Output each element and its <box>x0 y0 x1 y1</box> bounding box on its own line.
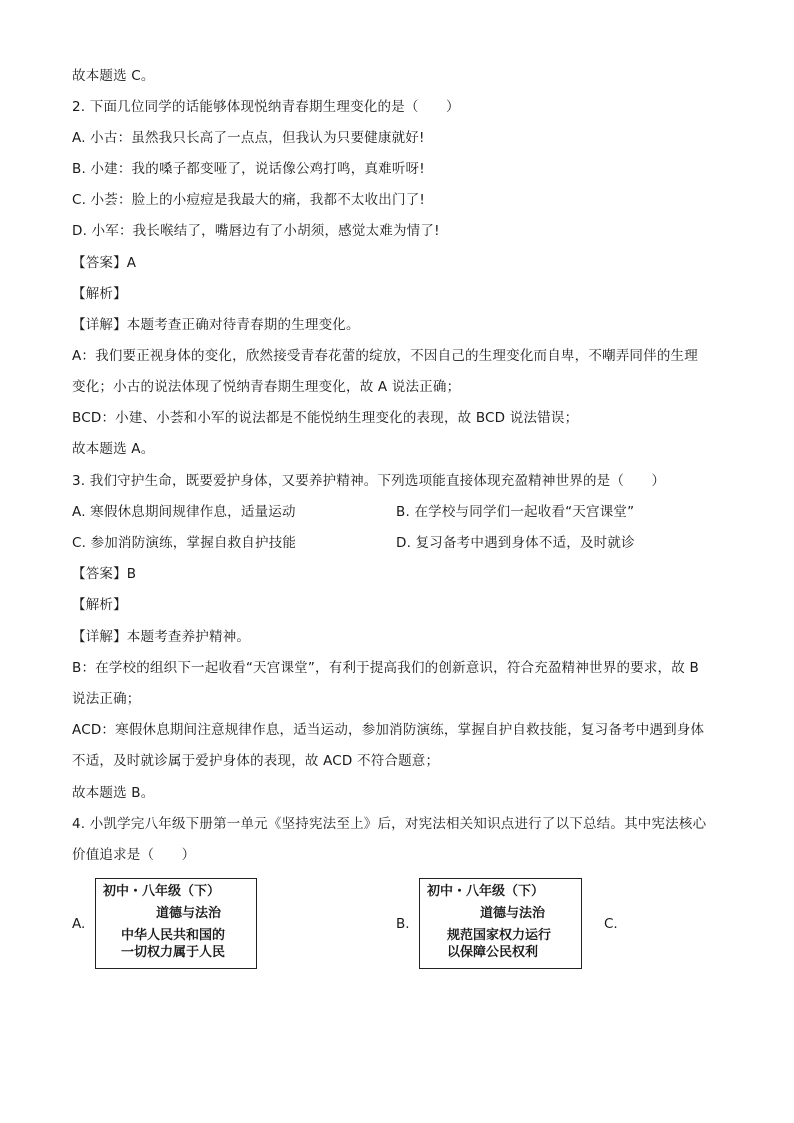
q3-option-c: C. 参加消防演练，掌握自救自护技能 <box>72 535 297 551</box>
q1-conclusion: 故本题选 C。 <box>72 68 155 84</box>
q2-explanation-line: BCD：小建、小荟和小军的说法都是不能悦纳生理变化的表现，故 BCD 说法错误； <box>72 410 579 426</box>
q2-option-c: C. 小荟：脸上的小痘痘是我最大的痛，我都不太收出门了! <box>72 192 426 208</box>
q2-detail: 【详解】本题考查正确对待青春期的生理变化。 <box>72 317 360 333</box>
q4-stem: 4. 小凯学完八年级下册第一单元《坚持宪法至上》后，对宪法相关知识点进行了以下总结。其中宪法核心 <box>72 816 707 832</box>
q3-explanation-line: 不适，及时就诊属于爱护身体的表现，故 ACD 不符合题意； <box>72 753 440 769</box>
q4-option-b-label: B. <box>396 916 410 932</box>
q3-option-b: B. 在学校与同学们一起收看“天宫课堂” <box>396 504 635 520</box>
q2-option-b: B. 小建：我的嗓子都变哑了，说话像公鸡打鸣，真难听呀! <box>72 161 425 177</box>
q3-conclusion: 故本题选 B。 <box>72 785 155 801</box>
box-subject: 道德与法治 <box>480 906 546 921</box>
q4-option-a-box <box>95 878 257 969</box>
q2-explanation-line: A：我们要正视身体的变化，欣然接受青春花蕾的绽放，不因自己的生理变化而自卑，不嘲弄同伴的生理 <box>72 348 698 364</box>
box-text-line: 一切权力属于人民 <box>121 945 226 960</box>
q4-option-a-label: A. <box>72 916 86 932</box>
box-header: 初中・八年级（下） <box>427 884 545 899</box>
q3-stem: 3. 我们守护生命，既要爱护身体，又要养护精神。下列选项能直接体现充盈精神世界的是（ ） <box>72 473 666 489</box>
q3-analysis-title: 【解析】 <box>72 597 127 613</box>
box-text-line: 以保障公民权利 <box>447 945 539 960</box>
box-subject: 道德与法治 <box>156 906 222 921</box>
box-text-line: 中华人民共和国的 <box>121 928 226 943</box>
q4-option-c-label: C. <box>604 916 618 932</box>
q2-option-a: A. 小古：虽然我只长高了一点点，但我认为只要健康就好! <box>72 130 425 146</box>
q3-explanation-line: ACD：寒假休息期间注意规律作息，适当运动，参加消防演练，掌握自护自救技能，复习备考中遇到身体 <box>72 722 705 738</box>
q3-explanation-line: 说法正确； <box>72 691 141 707</box>
q3-explanation-line: B：在学校的组织下一起收看“天宫课堂”，有利于提高我们的创新意识，符合充盈精神世界的要求，故 B <box>72 660 699 676</box>
q3-detail: 【详解】本题考查养护精神。 <box>72 629 251 645</box>
box-text-line: 规范国家权力运行 <box>447 928 552 943</box>
q2-option-d: D. 小军：我长喉结了，嘴唇边有了小胡须，感觉太难为情了! <box>72 223 440 239</box>
box-header: 初中・八年级（下） <box>103 884 221 899</box>
q3-option-a: A. 寒假休息期间规律作息，适量运动 <box>72 504 296 520</box>
q3-answer: 【答案】B <box>72 566 137 582</box>
q2-answer: 【答案】A <box>72 255 137 271</box>
q4-stem: 价值追求是（ ） <box>72 847 196 863</box>
q2-explanation-line: 变化；小古的说法体现了悦纳青春期生理变化，故 A 说法正确； <box>72 379 461 395</box>
q2-analysis-title: 【解析】 <box>72 286 127 302</box>
q2-conclusion: 故本题选 A。 <box>72 441 155 457</box>
q2-stem: 2. 下面几位同学的话能够体现悦纳青春期生理变化的是（ ） <box>72 99 460 115</box>
q4-option-b-box <box>419 878 582 969</box>
q3-option-d: D. 复习备考中遇到身体不适，及时就诊 <box>396 535 635 551</box>
